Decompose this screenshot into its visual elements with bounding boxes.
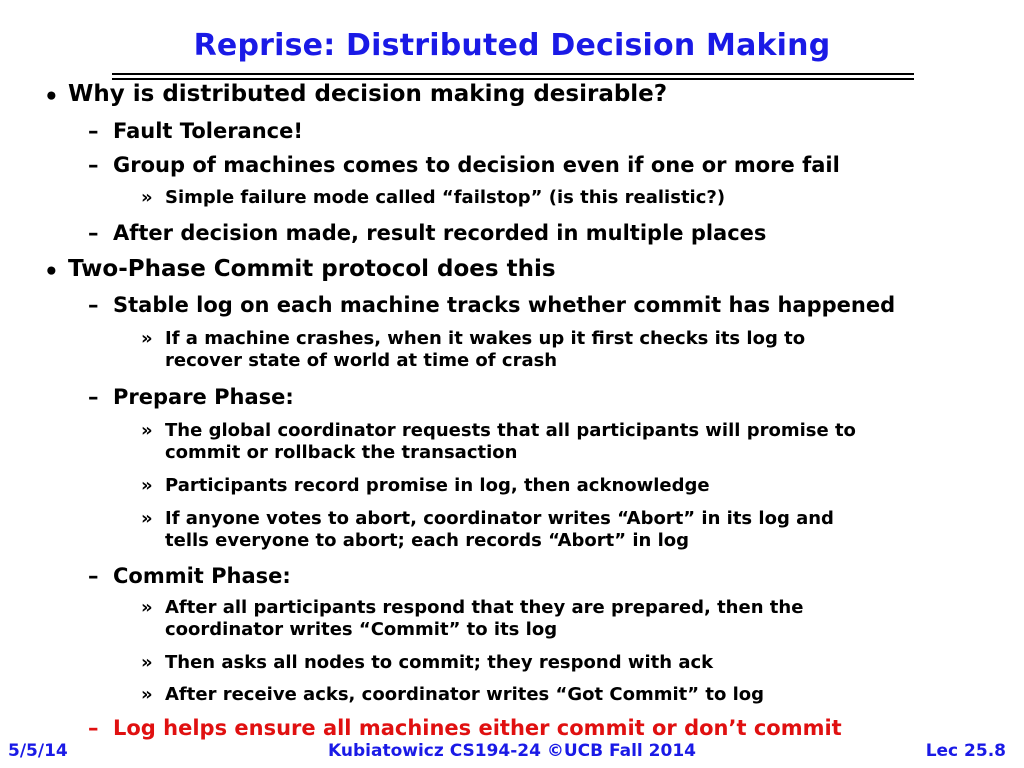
sub-marker: » xyxy=(141,420,153,441)
bullet-text: Group of machines comes to decision even if one or more fail xyxy=(113,153,840,177)
dash-marker: – xyxy=(88,221,99,245)
footer-course: Kubiatowicz CS194-24 ©UCB Fall 2014 xyxy=(328,741,696,761)
highlight-bullet-text: Log helps ensure all machines either commit or don’t commit xyxy=(113,716,842,740)
footer-date: 5/5/14 xyxy=(8,741,68,761)
dash-marker: – xyxy=(88,564,99,588)
bullet-text: tells everyone to abort; each records “Abort” in log xyxy=(165,530,690,551)
dash-marker: – xyxy=(88,119,99,143)
bullet-text: Commit Phase: xyxy=(113,564,291,588)
bullet-text: Simple failure mode called “failstop” (is this realistic?) xyxy=(165,187,726,208)
sub-marker: » xyxy=(141,475,153,496)
footer-lecture: Lec 25.8 xyxy=(925,741,1006,761)
title-underline-bottom xyxy=(112,78,914,80)
bullet-text: Participants record promise in log, then acknowledge xyxy=(165,475,710,496)
dash-marker: – xyxy=(88,293,99,317)
bullet-text: If anyone votes to abort, coordinator writes “Abort” in its log and xyxy=(165,508,834,529)
slide-title: Reprise: Distributed Decision Making xyxy=(193,28,831,63)
bullet-text: Why is distributed decision making desirable? xyxy=(68,81,668,107)
sub-marker: » xyxy=(141,187,153,208)
dash-marker: – xyxy=(88,153,99,177)
bullet-text: coordinator writes “Commit” to its log xyxy=(165,619,558,640)
sub-marker: » xyxy=(141,328,153,349)
bullet-text: Prepare Phase: xyxy=(113,385,294,409)
bullet-text: After decision made, result recorded in multiple places xyxy=(113,221,767,245)
bullet-text: commit or rollback the transaction xyxy=(165,442,518,463)
bullet-marker: • xyxy=(44,84,59,110)
sub-marker: » xyxy=(141,684,153,705)
bullet-text: Two-Phase Commit protocol does this xyxy=(68,256,556,282)
bullet-marker: • xyxy=(44,259,59,285)
bullet-text: Stable log on each machine tracks whether commit has happened xyxy=(113,293,896,317)
bullet-text: After receive acks, coordinator writes “Got Commit” to log xyxy=(165,684,765,705)
dash-marker: – xyxy=(88,716,99,740)
bullet-text: recover state of world at time of crash xyxy=(165,350,558,371)
sub-marker: » xyxy=(141,508,153,529)
sub-marker: » xyxy=(141,597,153,618)
bullet-text: The global coordinator requests that all participants will promise to xyxy=(165,420,856,441)
bullet-text: After all participants respond that they are prepared, then the xyxy=(165,597,804,618)
sub-marker: » xyxy=(141,652,153,673)
bullet-text: Then asks all nodes to commit; they respond with ack xyxy=(165,652,714,673)
bullet-text: Fault Tolerance! xyxy=(113,119,303,143)
title-underline-top xyxy=(112,73,914,75)
dash-marker: – xyxy=(88,385,99,409)
bullet-text: If a machine crashes, when it wakes up it first checks its log to xyxy=(165,328,806,349)
